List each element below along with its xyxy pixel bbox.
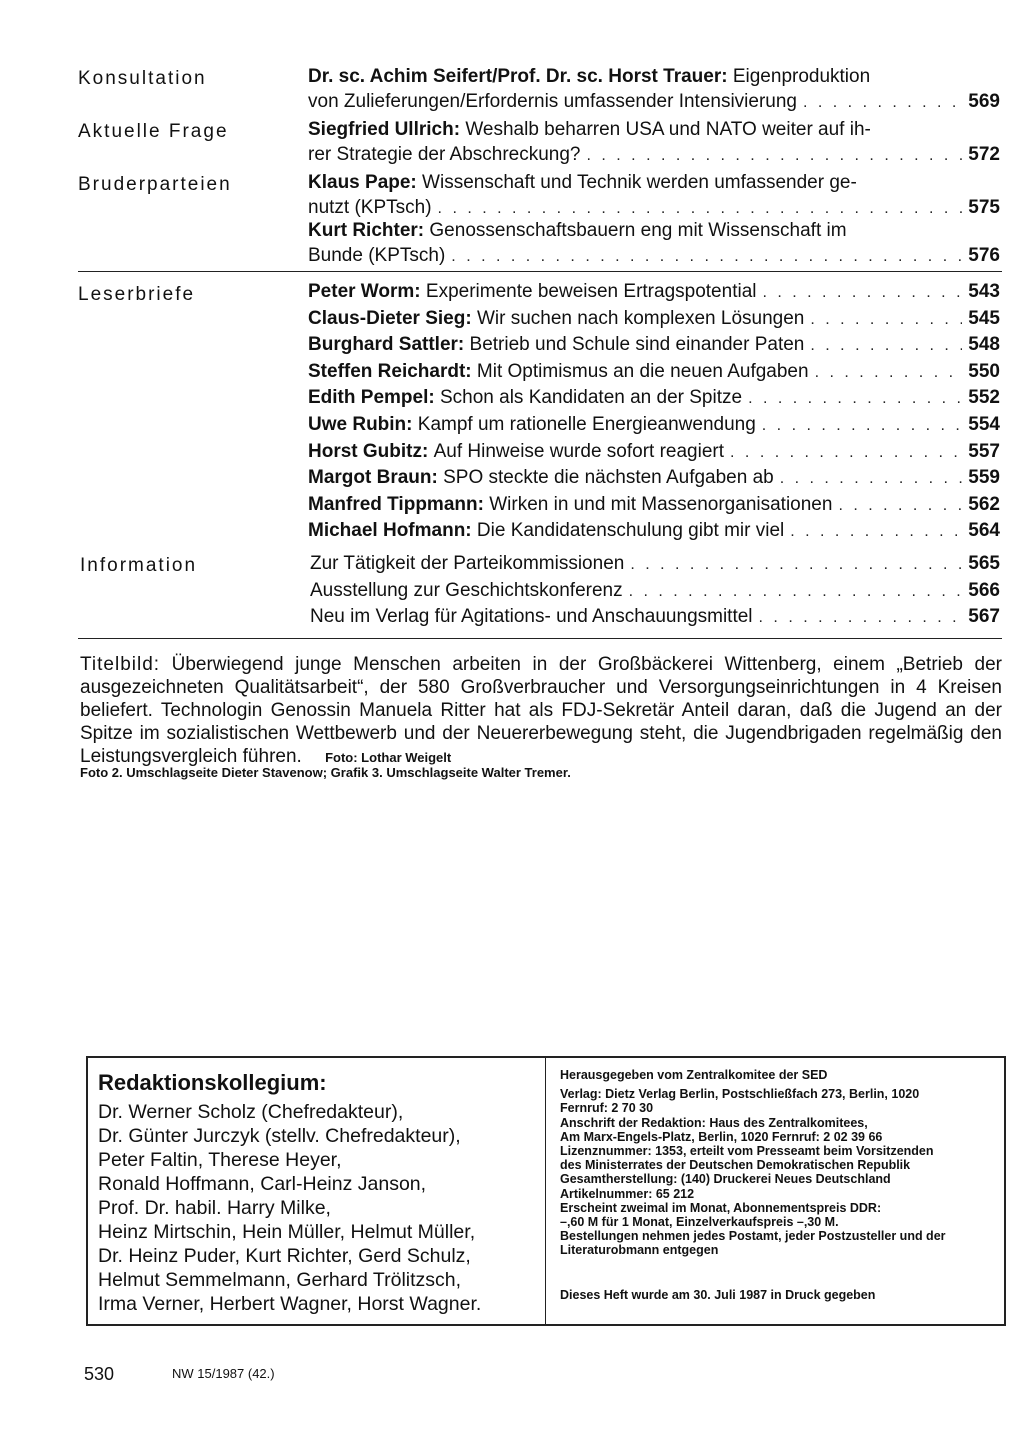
entry-title: Ausstellung zur Geschichtskonferenz — [310, 579, 623, 601]
entry-author: Claus-Dieter Sieg: — [308, 307, 472, 329]
publisher-line: Fernruf: 2 70 30 — [560, 1101, 654, 1116]
entry-title: Auf Hinweise wurde sofort reagiert — [433, 440, 725, 462]
section-divider — [78, 271, 1002, 272]
toc-entry — [308, 279, 1000, 306]
publisher-line: Herausgegeben vom Zentralkomitee der SED — [560, 1068, 828, 1082]
toc-entry — [308, 64, 1000, 115]
entry-title: Betrieb und Schule sind einander Paten — [469, 334, 805, 356]
publisher-line: –,60 M für 1 Monat, Einzelverkaufspreis –,30 M. — [560, 1215, 839, 1230]
publisher-line: Artikelnummer: 65 212 — [560, 1186, 695, 1201]
publisher-info — [560, 1068, 1000, 1258]
print-date: Dieses Heft wurde am 30. Juli 1987 in Druck gegeben — [560, 1288, 876, 1302]
toc-entry — [308, 412, 1000, 439]
cover-caption — [80, 653, 1002, 769]
toc-entry — [308, 385, 1000, 412]
entry-author: Burghard Sattler: — [308, 334, 465, 356]
toc-entry — [308, 332, 1000, 359]
toc-entries — [308, 170, 1000, 269]
entry-page: 548 — [968, 334, 1000, 356]
section-label: Information — [80, 555, 198, 576]
editorial-heading: Redaktionskollegium: — [98, 1070, 327, 1095]
entry-title: Bunde (KPTsch) — [308, 245, 446, 266]
dot-leader — [630, 552, 962, 579]
entry-author: Peter Worm: — [308, 281, 421, 302]
entry-author: Edith Pempel: — [308, 387, 435, 409]
entry-page: 543 — [968, 281, 1000, 302]
publisher-line: Lizenznummer: 1353, erteilt vom Presseamt beim Vorsitzenden — [560, 1144, 934, 1159]
toc-entry — [308, 465, 1000, 492]
section-label: Leserbriefe — [78, 284, 196, 305]
editorial-divider — [545, 1058, 546, 1324]
entry-title: Wissenschaft und Technik werden umfassender ge- — [422, 172, 857, 193]
toc-entry — [308, 306, 1000, 333]
dot-leader — [790, 519, 962, 546]
toc-entries — [308, 64, 1000, 115]
entry-title: Die Kandidatenschulung gibt mir viel — [476, 520, 785, 542]
entry-title: rer Strategie der Abschreckung? — [308, 144, 581, 165]
entry-page: 545 — [968, 307, 1000, 329]
entry-author: Steffen Reichardt: — [308, 360, 472, 382]
entry-page: 567 — [968, 606, 1000, 627]
entry-page: 575 — [968, 197, 1000, 218]
entry-page: 554 — [968, 413, 1000, 435]
entry-title: Kampf um rationelle Energieanwendung — [417, 413, 756, 435]
entry-author: Manfred Tippmann: — [308, 493, 484, 515]
page-number: 530 — [84, 1364, 115, 1384]
entry-page: 550 — [968, 360, 1000, 382]
page-footer — [84, 1364, 275, 1385]
section-label: Aktuelle Frage — [78, 121, 229, 142]
entry-title: von Zulieferungen/Erfordernis umfassender Intensivierung — [308, 91, 797, 112]
dot-leader — [451, 244, 962, 270]
dot-leader — [838, 493, 962, 520]
publisher-line: Am Marx-Engels-Platz, Berlin, 1020 Fernruf: 2 02 39 66 — [560, 1129, 883, 1144]
dot-leader — [629, 579, 963, 606]
publisher-line: Bestellungen nehmen jedes Postamt, jeder Postzusteller und der — [560, 1229, 946, 1244]
entry-author: Siegfried Ullrich: — [308, 119, 461, 140]
dot-leader — [815, 360, 963, 387]
toc-entry — [308, 218, 1000, 269]
publisher-line: Literaturobmann entgegen — [560, 1243, 719, 1258]
entry-title: Genossenschaftsbauern eng mit Wissenschaft im — [429, 220, 847, 241]
dot-leader — [759, 605, 963, 632]
entry-page: 552 — [968, 387, 1000, 409]
toc-entry — [308, 170, 1000, 221]
entry-page: 572 — [968, 144, 1000, 165]
dot-leader — [730, 440, 962, 467]
entry-page: 565 — [968, 553, 1000, 574]
entry-title: Schon als Kandidaten an der Spitze — [439, 387, 743, 409]
toc-entry — [308, 117, 1000, 168]
issue-label: NW 15/1987 (42.) — [172, 1366, 275, 1381]
entry-title: Neu im Verlag für Agitations- und Anschauungsmittel — [310, 606, 753, 627]
entry-author: Horst Gubitz: — [308, 440, 429, 462]
toc-entry — [308, 359, 1000, 386]
toc-entry — [310, 578, 1000, 605]
editorial-members — [98, 1100, 543, 1316]
publisher-line: Gesamtherstellung: (140) Druckerei Neues Deutschland — [560, 1172, 891, 1187]
entry-page: 569 — [968, 91, 1000, 112]
caption-text: Überwiegend junge Menschen arbeiten in der Großbäckerei Wittenberg, einem „Betrieb der ausgezeichneten Qualitätsarbeit“, der 580 Großverbraucher und Versorgungseinrichtungen in 4 Kreisen beliefert. Technologin Genossin Manuela Ritter hat als FDJ-Sekretär Anteil daran, daß die Jugend an der Spitze im sozialistischen Wettbewerb und der Neuererbewegung steht, die Jugendbrigaden regelmäßig den Leistungsvergleich führen. — [80, 654, 1003, 767]
dot-leader — [803, 90, 962, 116]
caption-label: Titelbild: — [80, 654, 161, 675]
editorial-member: Dr. Günter Jurczyk (stellv. Chefredakteur), — [98, 1125, 461, 1147]
entry-page: 564 — [968, 520, 1000, 542]
entry-author: Margot Braun: — [308, 467, 438, 489]
dot-leader — [762, 280, 962, 307]
section-divider — [78, 638, 1002, 639]
editorial-member: Irma Verner, Herbert Wagner, Horst Wagner. — [98, 1293, 482, 1315]
entry-title: Zur Tätigkeit der Parteikommissionen — [310, 553, 625, 574]
editorial-box — [86, 1056, 1006, 1326]
toc-entry — [308, 439, 1000, 466]
dot-leader — [762, 413, 963, 440]
dot-leader — [587, 143, 963, 169]
publisher-line: des Ministerrates der Deutschen Demokratischen Republik — [560, 1158, 911, 1173]
entry-author: Dr. sc. Achim Seifert/Prof. Dr. sc. Horst Trauer: — [308, 66, 728, 87]
toc-entries — [308, 279, 1000, 545]
entry-author: Klaus Pape: — [308, 172, 417, 193]
entry-title: Eigenproduktion — [732, 66, 871, 87]
editorial-member: Prof. Dr. habil. Harry Milke, — [98, 1197, 331, 1219]
photo-credit: Foto: Lothar Weigelt — [325, 750, 452, 765]
publisher-line: Verlag: Dietz Verlag Berlin, Postschließfach 273, Berlin, 1020 — [560, 1087, 920, 1102]
toc-entries — [308, 117, 1000, 168]
toc-entry — [310, 551, 1000, 578]
editorial-member: Dr. Heinz Puder, Kurt Richter, Gerd Schulz, — [98, 1245, 471, 1267]
section-label: Konsultation — [78, 68, 207, 89]
image-credits: Foto 2. Umschlagseite Dieter Stavenow; Grafik 3. Umschlagseite Walter Tremer. — [80, 765, 571, 780]
dot-leader — [748, 386, 962, 413]
dot-leader — [780, 466, 963, 493]
entry-author: Kurt Richter: — [308, 220, 425, 241]
entry-author: Uwe Rubin: — [308, 413, 413, 435]
entry-title: Wirken in und mit Massenorganisationen — [489, 493, 833, 515]
entry-title: Mit Optimismus an die neuen Aufgaben — [476, 360, 809, 382]
editorial-board — [98, 1070, 543, 1316]
entry-page: 559 — [968, 467, 1000, 489]
entry-title: Weshalb beharren USA und NATO weiter auf ih- — [465, 119, 871, 140]
entry-page: 576 — [968, 245, 1000, 266]
toc-entry — [308, 492, 1000, 519]
toc-entries — [310, 551, 1000, 631]
entry-title: Wir suchen nach komplexen Lösungen — [476, 307, 805, 329]
entry-title: Experimente beweisen Ertragspotential — [425, 281, 757, 302]
entry-author: Michael Hofmann: — [308, 520, 472, 542]
dot-leader — [810, 333, 962, 360]
toc-entry — [308, 518, 1000, 545]
editorial-member: Peter Faltin, Therese Heyer, — [98, 1149, 342, 1171]
editorial-member: Heinz Mirtschin, Hein Müller, Helmut Müller, — [98, 1221, 476, 1243]
entry-title: nutzt (KPTsch) — [308, 197, 432, 218]
section-label: Bruderparteien — [78, 174, 232, 195]
entry-page: 566 — [968, 579, 1000, 601]
dot-leader — [810, 307, 962, 334]
editorial-member: Helmut Semmelmann, Gerhard Trölitzsch, — [98, 1269, 462, 1291]
entry-page: 562 — [968, 493, 1000, 515]
entry-title: SPO steckte die nächsten Aufgaben ab — [443, 467, 774, 489]
publisher-line: Anschrift der Redaktion: Haus des Zentralkomitees, — [560, 1115, 868, 1130]
entry-page: 557 — [968, 440, 1000, 462]
publisher-line: Erscheint zweimal im Monat, Abonnementspreis DDR: — [560, 1200, 882, 1215]
toc-entry — [310, 604, 1000, 631]
editorial-member: Ronald Hoffmann, Carl-Heinz Janson, — [98, 1173, 427, 1195]
editorial-member: Dr. Werner Scholz (Chefredakteur), — [98, 1101, 404, 1123]
